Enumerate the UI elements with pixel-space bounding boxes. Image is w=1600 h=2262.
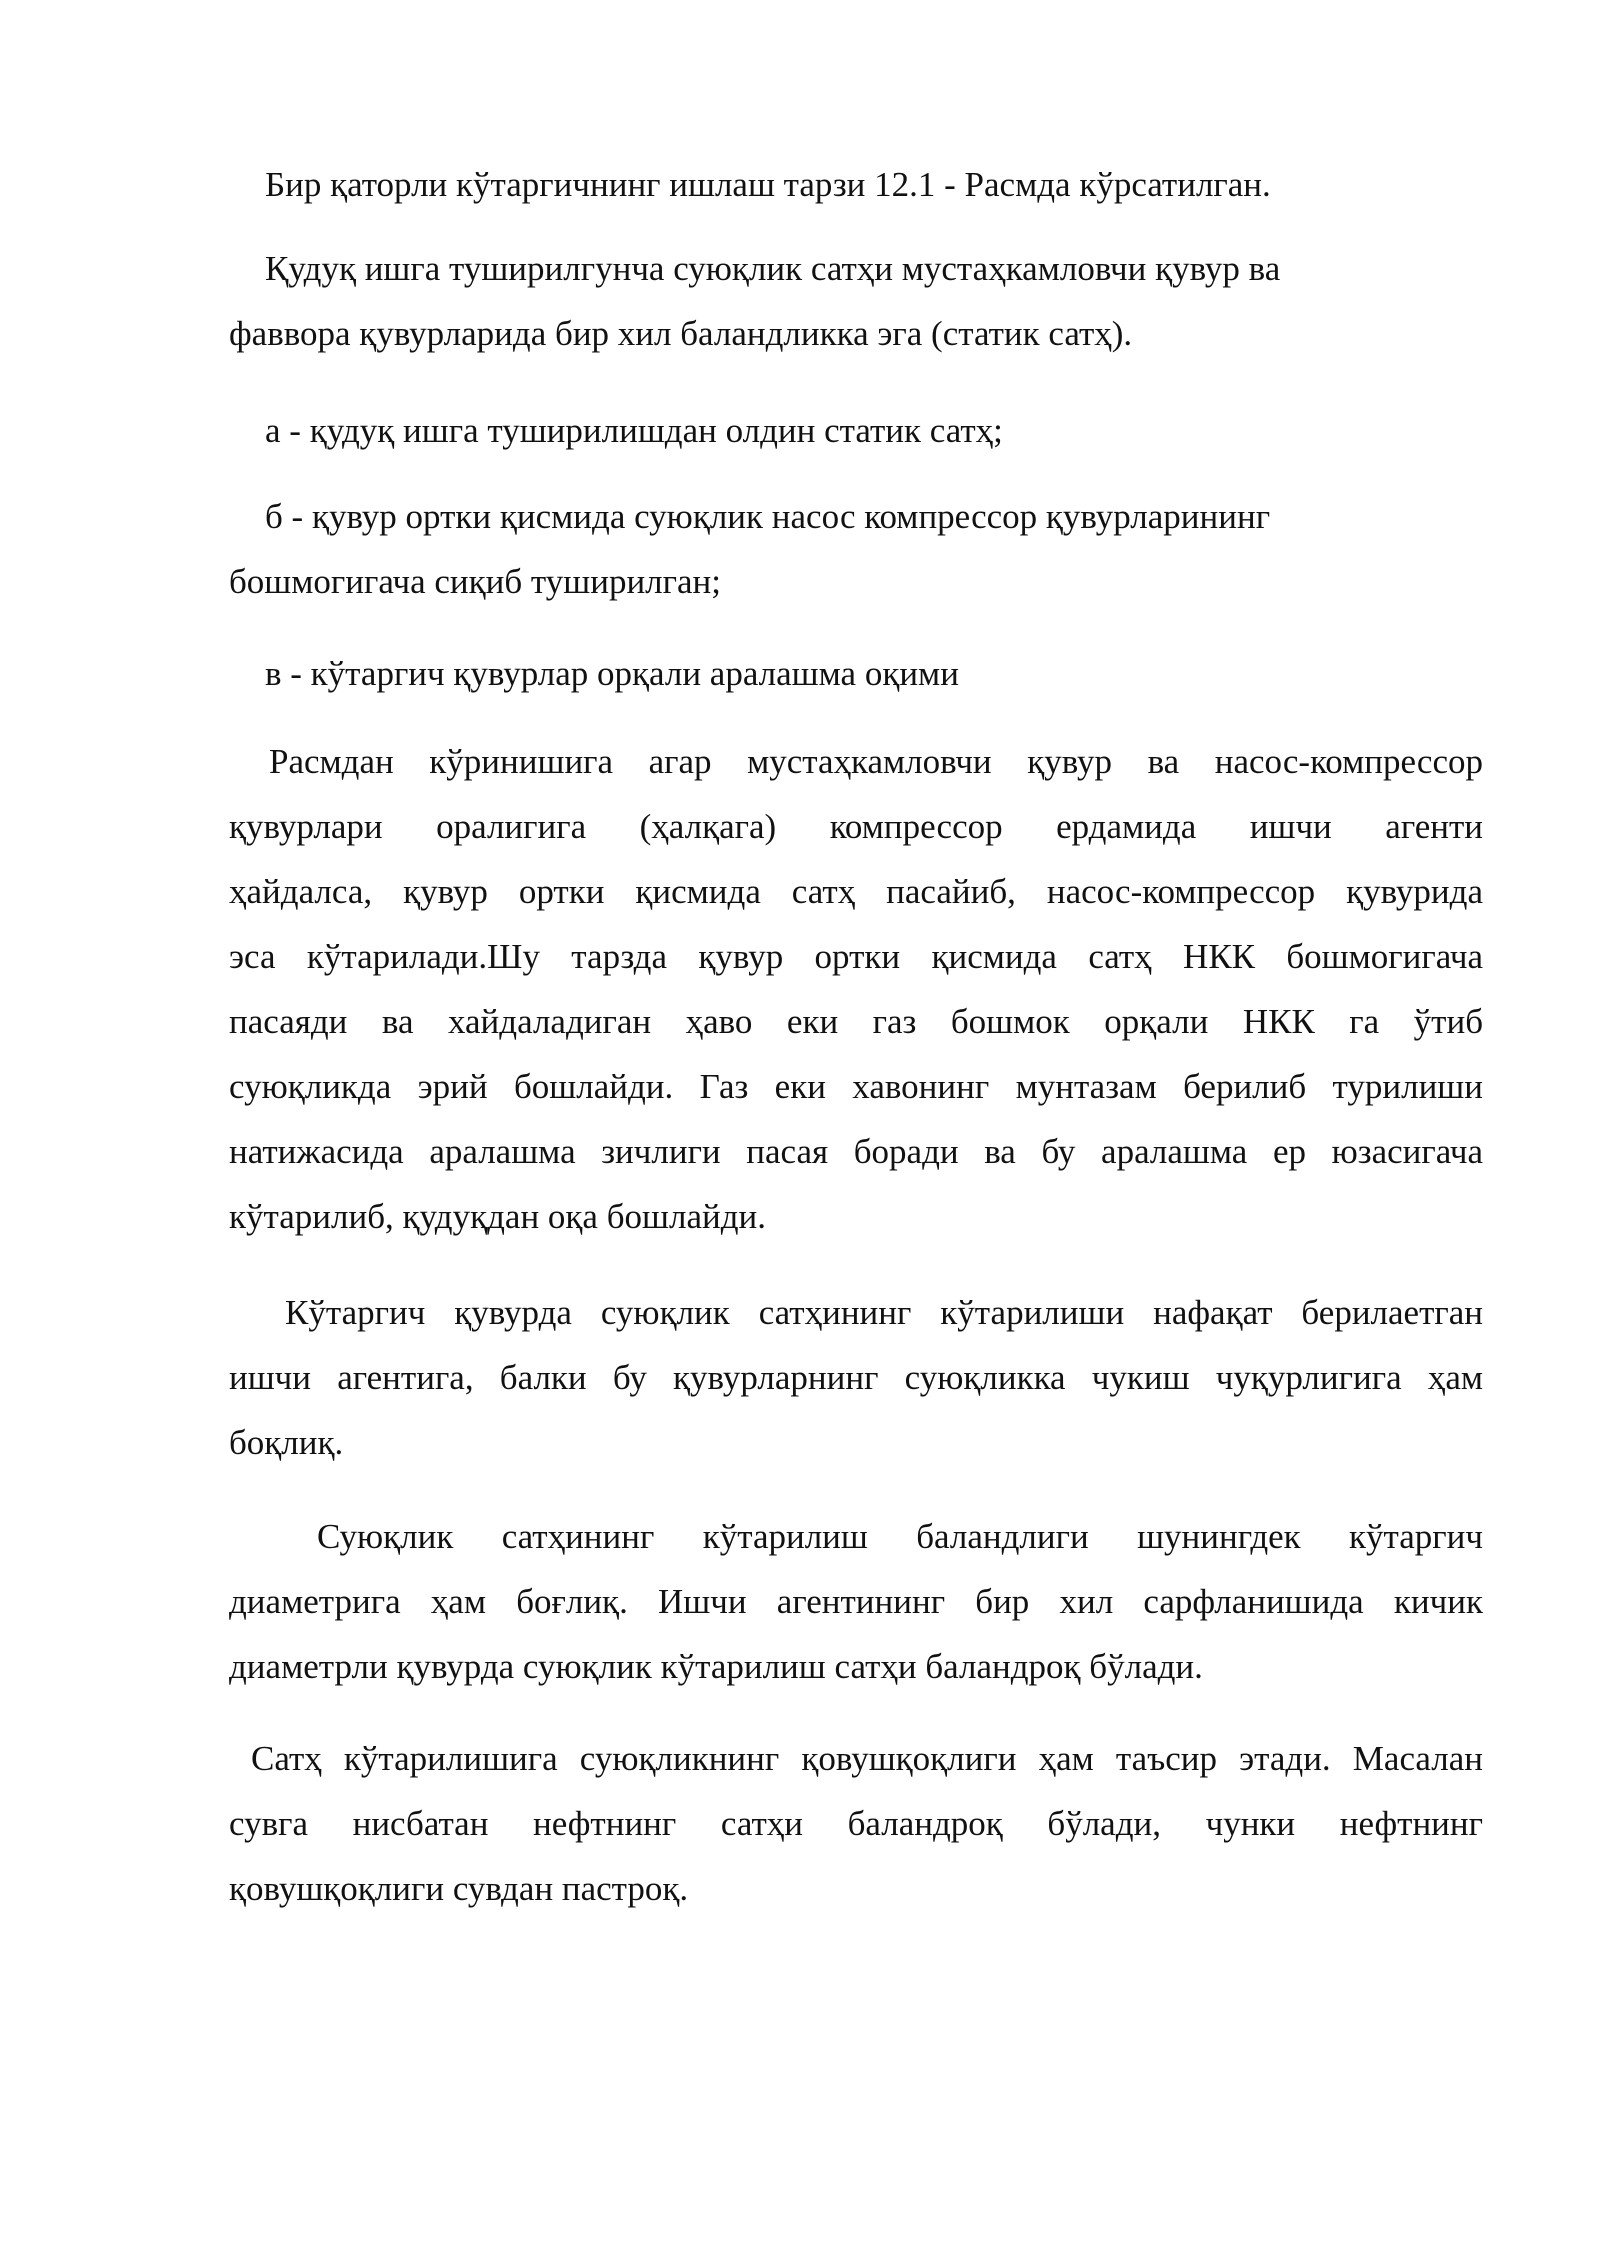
paragraph-line: Суюқлик сатҳининг кўтарилиш баландлиги шунингдек кўтаргич [317,1517,1483,1556]
paragraph-line: бошмогигача сиқиб туширилган; [229,562,721,601]
paragraph-line: Кўтаргич қувурда суюқлик сатҳининг кўтарилиши нафақат берилаетган [285,1293,1483,1332]
paragraph-line: пасаяди ва хайдаладиган ҳаво еки газ бошмок орқали НКК га ўтиб [229,1002,1483,1041]
paragraph-line: ишчи агентига, балки бу қувурларнинг суюқликка чукиш чуқурлигига ҳам [229,1358,1483,1397]
paragraph-line: Қудуқ ишга туширилгунча суюқлик сатҳи мустаҳкамловчи қувур ва [265,249,1281,288]
paragraph-line: натижасида аралашма зичлиги пасая боради ва бу аралашма ер юзасигача [229,1132,1483,1171]
paragraph-line: ҳайдалса, қувур ортки қисмида сатҳ пасайиб, насос-компрессор қувурида [229,872,1483,911]
paragraph-7 [229,1280,1483,1475]
paragraph-line: суюқликда эрий бошлайди. Газ еки хавонинг мунтазам берилиб турилиши [229,1067,1483,1106]
paragraph-line: б - қувур ортки қисмида суюқлик насос компрессор қувурларининг [265,497,1271,536]
paragraph-9 [229,1726,1483,1921]
paragraph-6 [229,729,1483,1249]
paragraph-1 [229,152,1483,217]
paragraph-4 [229,484,1483,614]
paragraph-line: диаметрли қувурда суюқлик кўтарилиш сатҳи баландроқ бўлади. [229,1647,1203,1686]
paragraph-line: Расмдан кўринишига агар мустаҳкамловчи қувур ва насос-компрессор [269,742,1483,781]
paragraph-line: а - қудуқ ишга туширилишдан олдин статик сатҳ; [265,411,1003,450]
paragraph-line: кўтарилиб, қудуқдан оқа бошлайди. [229,1197,766,1236]
paragraph-5 [229,641,1483,706]
paragraph-2 [229,236,1483,366]
paragraph-line: эса кўтарилади.Шу тарзда қувур ортки қисмида сатҳ НКК бошмогигача [229,937,1483,976]
paragraph-line: диаметрига ҳам боғлиқ. Ишчи агентининг бир хил сарфланишида кичик [229,1582,1483,1621]
paragraph-3 [229,398,1483,463]
paragraph-line: сувга нисбатан нефтнинг сатҳи баландроқ бўлади, чунки нефтнинг [229,1804,1483,1843]
paragraph-line: қовушқоқлиги сувдан пастроқ. [229,1869,689,1908]
paragraph-line: в - кўтаргич қувурлар орқали аралашма оқими [265,654,959,693]
paragraph-line: Бир қаторли кўтаргичнинг ишлаш тарзи 12.1 - Расмда кўрсатилган. [265,165,1271,204]
paragraph-line: Сатҳ кўтарилишига суюқликнинг қовушқоқлиги ҳам таъсир этади. Масалан [251,1739,1483,1778]
paragraph-line: фаввора қувурларида бир хил баландликка эга (статик сатҳ). [229,314,1133,353]
paragraph-8 [229,1504,1483,1699]
paragraph-line: қувурлари оралигига (ҳалқага) компрессор ердамида ишчи агенти [229,807,1483,846]
paragraph-line: боқлиқ. [229,1423,344,1462]
